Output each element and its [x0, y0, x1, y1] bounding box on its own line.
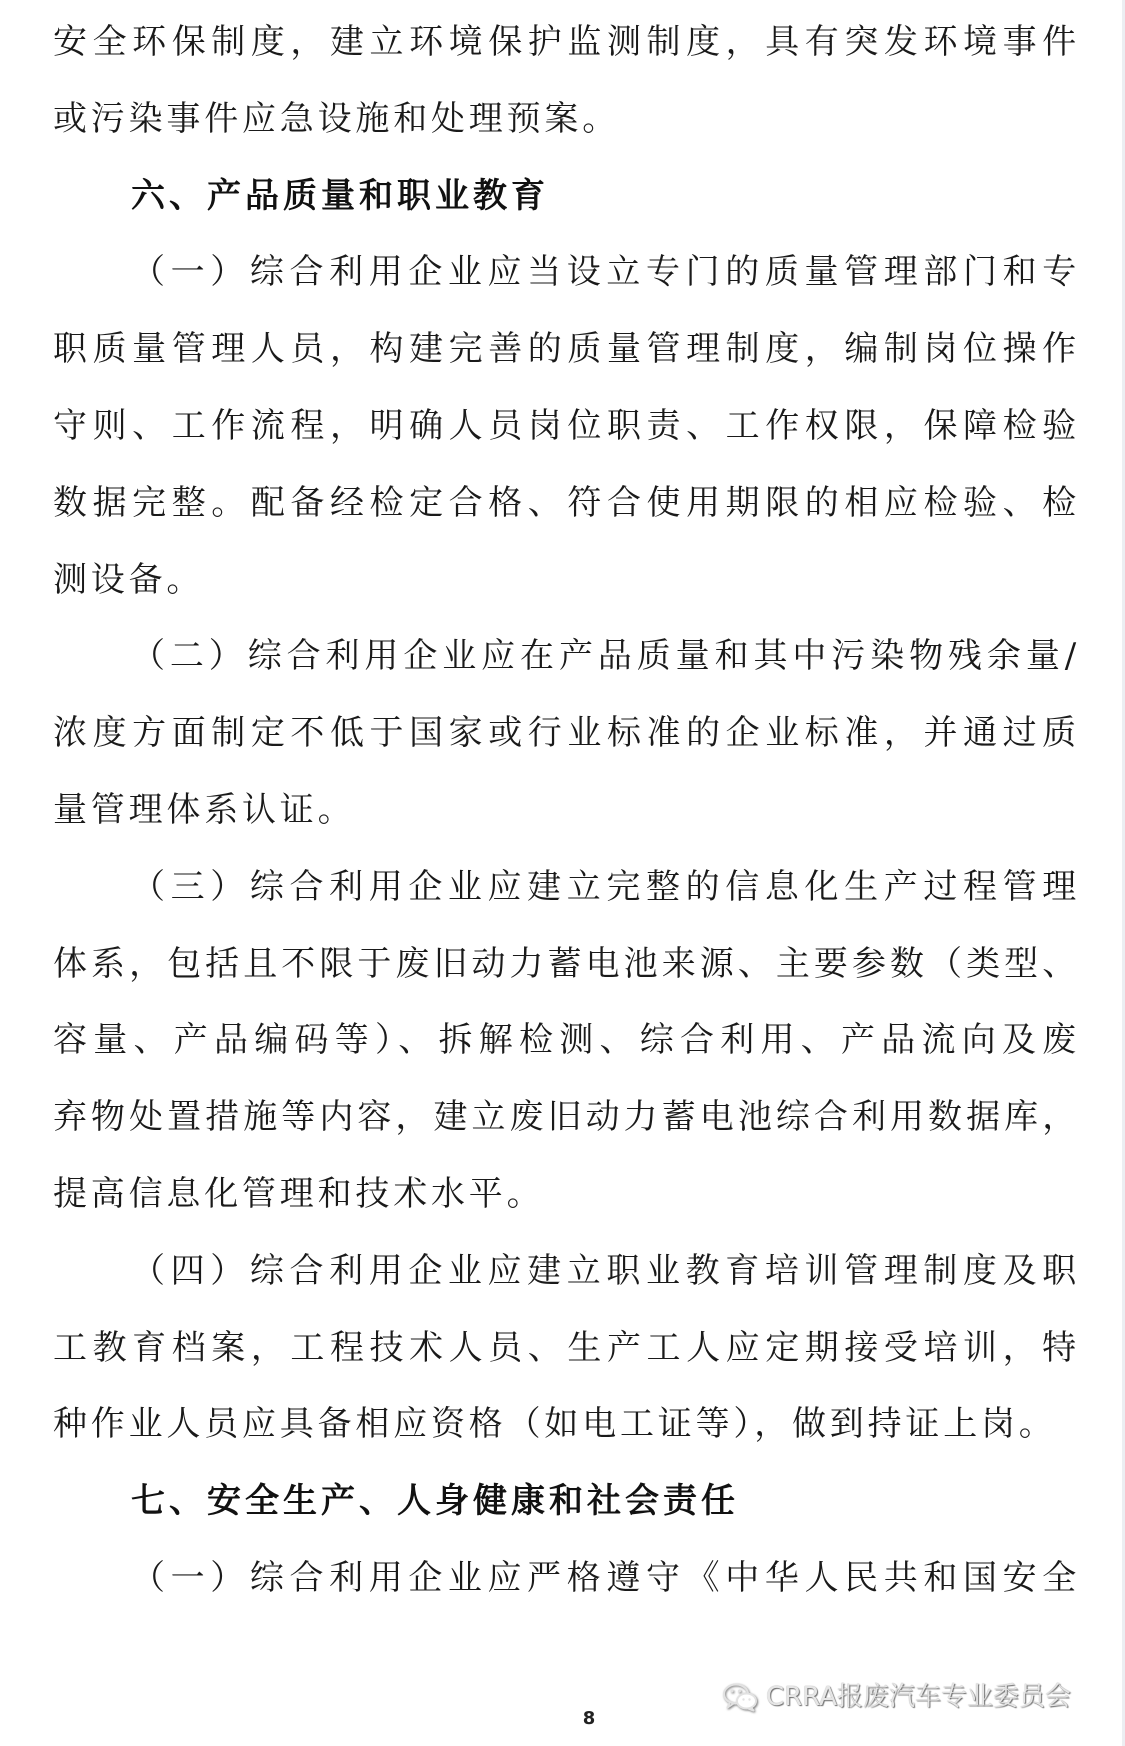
- text-line: （一）综合利用企业应严格遵守《中华人民共和国安全: [131, 1557, 1080, 1598]
- text-line: 守则、工作流程，明确人员岗位职责、工作权限，保障检验: [53, 405, 1080, 446]
- document-body: [53, 4, 1080, 1617]
- text-line: 工教育档案，工程技术人员、生产工人应定期接受培训，特: [53, 1327, 1080, 1368]
- text-line: 测设备。: [53, 559, 205, 600]
- text-line: 职质量管理人员，构建完善的质量管理制度，编制岗位操作: [53, 329, 1080, 370]
- wechat-icon: [722, 1682, 758, 1712]
- paragraph: [53, 234, 1080, 618]
- paragraph: [53, 618, 1080, 848]
- text-line: 或污染事件应急设施和处理预案。: [53, 98, 620, 139]
- text-line: 容量、产品编码等）、拆解检测、综合利用、产品流向及废: [53, 1020, 1080, 1061]
- paragraph: [53, 849, 1080, 1233]
- text-line: 安全环保制度，建立环境保护监测制度，具有突发环境事件: [53, 22, 1080, 62]
- text-line: （三）综合利用企业应建立完整的信息化生产过程管理: [131, 866, 1080, 907]
- paragraph: [53, 1233, 1080, 1463]
- watermark: [722, 1680, 1071, 1714]
- section-heading: 七、安全生产、人身健康和社会责任: [131, 1481, 739, 1522]
- text-line: （一）综合利用企业应当设立专门的质量管理部门和专: [131, 252, 1080, 293]
- text-line: 种作业人员应具备相应资格（如电工证等），做到持证上岗。: [53, 1404, 1057, 1445]
- section-7: [53, 1463, 1080, 1617]
- watermark-text: CRRA报废汽车专业委员会: [766, 1682, 1072, 1712]
- page-number: 8: [582, 1708, 596, 1729]
- text-line: 体系，包括且不限于废旧动力蓄电池来源、主要参数（类型、: [53, 943, 1080, 984]
- paragraph-continued: [53, 4, 1080, 158]
- text-line: 弃物处置措施等内容，建立废旧动力蓄电池综合利用数据库，: [53, 1097, 1080, 1138]
- text-line: （二）综合利用企业应在产品质量和其中污染物残余量/: [131, 636, 1080, 677]
- text-line: 提高信息化管理和技术水平。: [53, 1173, 545, 1214]
- text-line: （四）综合利用企业应建立职业教育培训管理制度及职: [131, 1250, 1080, 1291]
- section-heading: 六、产品质量和职业教育: [131, 175, 549, 216]
- paragraph: [53, 1540, 1080, 1617]
- text-line: 浓度方面制定不低于国家或行业标准的企业标准，并通过质: [53, 713, 1080, 754]
- section-6: [53, 158, 1080, 1464]
- text-line: 数据完整。配备经检定合格、符合使用期限的相应检验、检: [53, 482, 1080, 523]
- text-line: 量管理体系认证。: [53, 789, 356, 830]
